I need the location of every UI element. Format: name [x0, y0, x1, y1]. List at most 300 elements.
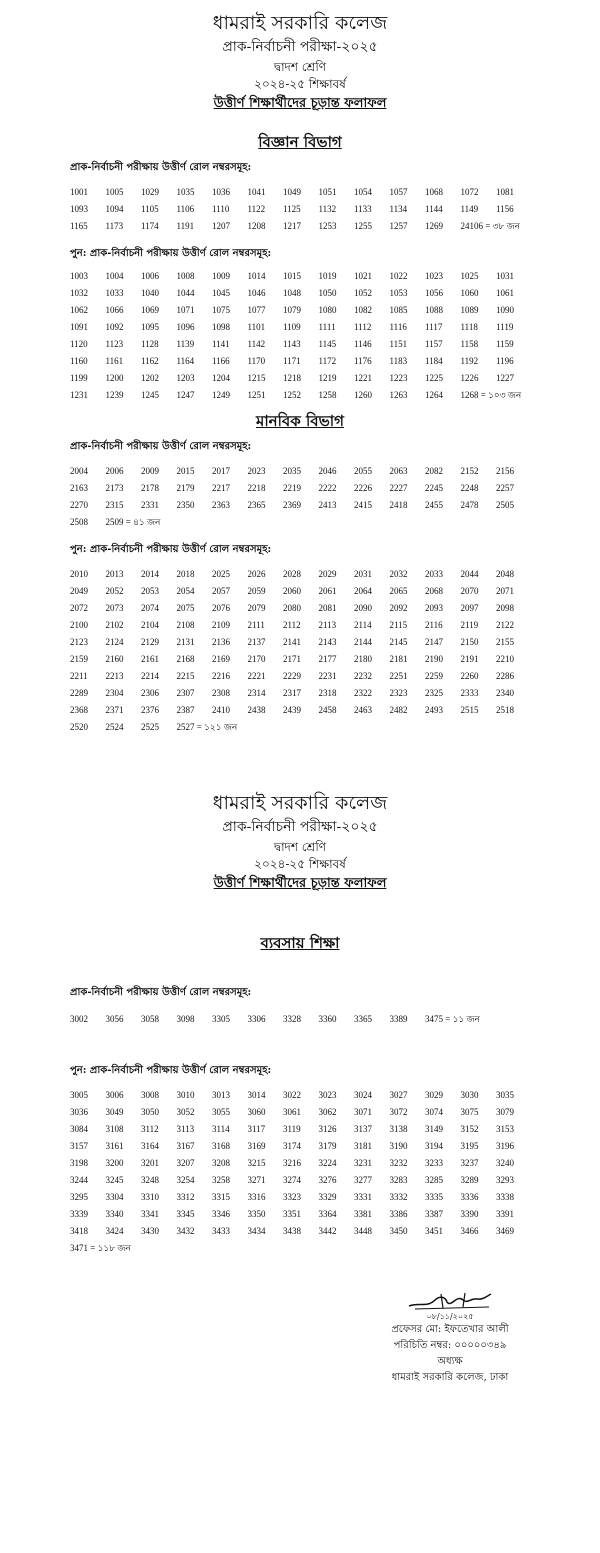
- roll-number: 1166: [212, 356, 230, 366]
- business-pass-table: [70, 1011, 600, 1028]
- roll-number: 2211: [70, 671, 88, 681]
- roll-number: 1071: [176, 305, 195, 315]
- roll-number: 2044: [460, 569, 479, 579]
- roll-number: 1218: [283, 373, 301, 383]
- roll-number: 1001: [70, 187, 88, 197]
- college-address: ধামরাই সরকারি কলেজ, ঢাকা: [391, 1372, 509, 1383]
- roll-number: 1008: [176, 271, 195, 281]
- roll-number: 1263: [389, 390, 408, 400]
- roll-number: 3153: [496, 1124, 514, 1134]
- roll-number: 2210: [496, 654, 514, 664]
- business-re-table: [70, 1087, 600, 1257]
- roll-number: 3075: [460, 1107, 479, 1117]
- roll-number: 2508: [70, 517, 88, 527]
- roll-number: 2333: [460, 688, 479, 698]
- roll-number: 2221: [247, 671, 266, 681]
- roll-number: 1004: [105, 271, 124, 281]
- roll-number: 2217: [212, 483, 230, 493]
- roll-number: 1173: [105, 221, 124, 231]
- roll-number: 1172: [318, 356, 337, 366]
- roll-number: 3208: [212, 1158, 230, 1168]
- roll-number: 2365: [247, 500, 266, 510]
- roll-number: 1249: [212, 390, 230, 400]
- roll-number: 2191: [460, 654, 479, 664]
- roll-number: 2524: [105, 722, 124, 732]
- roll-row: [70, 702, 600, 719]
- roll-number: 2331: [141, 500, 159, 510]
- roll-number: 1199: [70, 373, 88, 383]
- science-section: [0, 135, 600, 150]
- roll-number: 2014: [141, 569, 159, 579]
- roll-number: 2028: [283, 569, 301, 579]
- roll-number: 3027: [389, 1090, 408, 1100]
- roll-number: 3232: [389, 1158, 408, 1168]
- roll-number: 1066: [105, 305, 124, 315]
- roll-number: 2156: [496, 466, 514, 476]
- roll-number: 1106: [176, 204, 195, 214]
- roll-number: 1215: [247, 373, 266, 383]
- roll-number: 2323: [389, 688, 408, 698]
- roll-number: 3167: [176, 1141, 195, 1151]
- roll-number: 3335: [425, 1192, 443, 1202]
- roll-number: 1023: [425, 271, 443, 281]
- roll-number: 1122: [247, 204, 266, 214]
- roll-number: 2270: [70, 500, 88, 510]
- roll-number: 2092: [389, 603, 408, 613]
- roll-number: 2318: [318, 688, 337, 698]
- roll-row: [70, 497, 600, 514]
- roll-number: 2152: [460, 466, 479, 476]
- roll-number: 1128: [141, 339, 159, 349]
- roll-number: 1125: [283, 204, 301, 214]
- roll-number: 3332: [389, 1192, 408, 1202]
- roll-row: [70, 719, 600, 736]
- roll-number: 1203: [176, 373, 195, 383]
- roll-number: 2482: [389, 705, 408, 715]
- roll-number: 1080: [318, 305, 337, 315]
- roll-number: 2081: [318, 603, 337, 613]
- roll-row: [70, 336, 600, 353]
- roll-number: 3387: [425, 1209, 443, 1219]
- roll-number: 2170: [247, 654, 266, 664]
- roll-number: 3231: [354, 1158, 372, 1168]
- roll-number: 2111: [247, 620, 265, 630]
- roll-number: 3466: [460, 1226, 479, 1236]
- roll-number: 3341: [141, 1209, 159, 1219]
- business-title: ব্যবসায় শিক্ষা: [260, 934, 340, 952]
- roll-number: 2439: [283, 705, 301, 715]
- roll-number: 1062: [70, 305, 88, 315]
- roll-total: 3475 = ১১ জন: [425, 1014, 480, 1024]
- roll-number: 1098: [212, 322, 230, 332]
- roll-row: [70, 201, 600, 218]
- humanities-re-label: পুন: প্রাক-নির্বাচনী পরীক্ষায় উত্তীর্ণ রোল নম্বরসমূহ:: [70, 544, 272, 555]
- roll-number: 2113: [318, 620, 337, 630]
- roll-number: 2216: [212, 671, 230, 681]
- roll-number: 3233: [425, 1158, 443, 1168]
- roll-number: 2059: [247, 586, 266, 596]
- roll-number: 2026: [247, 569, 266, 579]
- roll-number: 3010: [176, 1090, 195, 1100]
- roll-number: 1118: [460, 322, 478, 332]
- roll-number: 2145: [389, 637, 408, 647]
- roll-row: [70, 651, 600, 668]
- roll-number: 1221: [354, 373, 372, 383]
- roll-number: 1050: [318, 288, 337, 298]
- roll-number: 3169: [247, 1141, 266, 1151]
- roll-number: 2080: [283, 603, 301, 613]
- roll-number: 2190: [425, 654, 443, 664]
- roll-number: 2064: [354, 586, 372, 596]
- roll-total: 2527 = ১২১ জন: [176, 722, 238, 732]
- roll-number: 2155: [496, 637, 514, 647]
- roll-number: 1260: [354, 390, 372, 400]
- roll-number: 3304: [105, 1192, 124, 1202]
- roll-number: 2163: [70, 483, 88, 493]
- roll-number: 2131: [176, 637, 195, 647]
- roll-number: 2177: [318, 654, 337, 664]
- roll-number: 2147: [425, 637, 443, 647]
- roll-number: 1171: [283, 356, 301, 366]
- roll-number: 1035: [176, 187, 195, 197]
- roll-number: 2071: [496, 586, 514, 596]
- roll-number: 2057: [212, 586, 230, 596]
- roll-number: 1085: [389, 305, 408, 315]
- roll-number: 2122: [496, 620, 514, 630]
- roll-number: 2060: [283, 586, 301, 596]
- roll-number: 2179: [176, 483, 195, 493]
- roll-row: [70, 1189, 600, 1206]
- roll-number: 1044: [176, 288, 195, 298]
- roll-number: 3338: [496, 1192, 514, 1202]
- roll-number: 2171: [283, 654, 301, 664]
- roll-number: 1116: [389, 322, 407, 332]
- roll-number: 2073: [105, 603, 124, 613]
- roll-number: 1072: [460, 187, 479, 197]
- roll-number: 3386: [389, 1209, 408, 1219]
- roll-number: 2035: [283, 466, 301, 476]
- roll-number: 2493: [425, 705, 443, 715]
- roll-number: 3055: [212, 1107, 230, 1117]
- roll-number: 1031: [496, 271, 514, 281]
- roll-number: 3098: [176, 1014, 195, 1024]
- roll-number: 2418: [389, 500, 408, 510]
- roll-row: [70, 353, 600, 370]
- roll-number: 1139: [176, 339, 195, 349]
- roll-total: 3471 = ১১৮ জন: [70, 1243, 131, 1253]
- roll-number: 2093: [425, 603, 443, 613]
- roll-number: 2100: [70, 620, 88, 630]
- roll-number: 3381: [354, 1209, 372, 1219]
- roll-number: 2141: [283, 637, 301, 647]
- roll-number: 1151: [389, 339, 408, 349]
- roll-number: 2068: [425, 586, 443, 596]
- roll-number: 3450: [389, 1226, 408, 1236]
- roll-number: 1117: [425, 322, 443, 332]
- roll-number: 2304: [105, 688, 124, 698]
- roll-number: 3074: [425, 1107, 443, 1117]
- roll-number: 3079: [496, 1107, 514, 1117]
- roll-number: 1191: [176, 221, 195, 231]
- roll-number: 2232: [354, 671, 372, 681]
- roll-number: 3389: [389, 1014, 408, 1024]
- roll-number: 2061: [318, 586, 337, 596]
- roll-number: 3390: [460, 1209, 479, 1219]
- roll-number: 1019: [318, 271, 337, 281]
- roll-number: 2306: [141, 688, 159, 698]
- roll-number: 3430: [141, 1226, 159, 1236]
- roll-number: 2029: [318, 569, 337, 579]
- roll-number: 3117: [247, 1124, 266, 1134]
- roll-number: 3024: [354, 1090, 372, 1100]
- roll-number: 3060: [247, 1107, 266, 1117]
- roll-number: 1200: [105, 373, 124, 383]
- exam-name-2: প্রাক-নির্বাচনী পরীক্ষা-২০২৫: [222, 819, 378, 835]
- roll-row: [70, 218, 600, 235]
- signature-block: [380, 1290, 520, 1386]
- roll-number: 1239: [105, 390, 124, 400]
- roll-number: 3201: [141, 1158, 159, 1168]
- roll-number: 1133: [354, 204, 372, 214]
- roll-number: 1231: [70, 390, 88, 400]
- roll-number: 1057: [389, 187, 408, 197]
- roll-number: 2010: [70, 569, 88, 579]
- roll-number: 3215: [247, 1158, 266, 1168]
- roll-number: 2387: [176, 705, 195, 715]
- principal-name: প্রফেসর মো: ইফতেখার আলী: [391, 1324, 509, 1335]
- result-title: উত্তীর্ণ শিক্ষার্থীদের চূড়ান্ত ফলাফল: [213, 96, 387, 111]
- roll-number: 1145: [318, 339, 337, 349]
- roll-number: 2368: [70, 705, 88, 715]
- principal-id: পরিচিতি নম্বর: ০০০০০৩৪৯: [393, 1340, 507, 1351]
- roll-number: 3254: [176, 1175, 195, 1185]
- roll-number: 3006: [105, 1090, 124, 1100]
- science-re-label: পুন: প্রাক-নির্বাচনী পরীক্ষায় উত্তীর্ণ রোল নম্বরসমূহ:: [70, 248, 272, 259]
- roll-number: 2144: [354, 637, 372, 647]
- roll-number: 2097: [460, 603, 479, 613]
- roll-total: 24106 = ৩৮ জন: [460, 221, 520, 231]
- roll-number: 2438: [247, 705, 266, 715]
- roll-number: 1192: [460, 356, 479, 366]
- roll-number: 2180: [354, 654, 372, 664]
- roll-number: 3316: [247, 1192, 266, 1202]
- roll-number: 2108: [176, 620, 195, 630]
- roll-row: [70, 1121, 600, 1138]
- roll-number: 2025: [212, 569, 230, 579]
- roll-number: 3323: [283, 1192, 301, 1202]
- roll-row: [70, 302, 600, 319]
- roll-number: 3277: [354, 1175, 372, 1185]
- roll-number: 3149: [425, 1124, 443, 1134]
- roll-number: 1134: [389, 204, 408, 214]
- roll-number: 2104: [141, 620, 159, 630]
- roll-number: 1219: [318, 373, 337, 383]
- roll-number: 2455: [425, 500, 443, 510]
- roll-number: 3052: [176, 1107, 195, 1117]
- roll-row: [70, 1104, 600, 1121]
- roll-number: 2307: [176, 688, 195, 698]
- roll-row: [70, 514, 600, 531]
- roll-total: 1268 = ১০৩ জন: [460, 390, 522, 400]
- roll-number: 2082: [425, 466, 443, 476]
- roll-number: 1144: [425, 204, 443, 214]
- roll-number: 3196: [496, 1141, 514, 1151]
- humanities-section: [0, 414, 600, 429]
- roll-number: 2173: [105, 483, 124, 493]
- roll-number: 2520: [70, 722, 88, 732]
- roll-number: 1245: [141, 390, 159, 400]
- roll-number: 2413: [318, 500, 337, 510]
- roll-number: 2015: [176, 466, 195, 476]
- roll-number: 2065: [389, 586, 408, 596]
- roll-number: 1142: [247, 339, 266, 349]
- roll-number: 1092: [105, 322, 124, 332]
- roll-row: [70, 319, 600, 336]
- roll-number: 3346: [212, 1209, 230, 1219]
- roll-number: 1161: [105, 356, 124, 366]
- roll-number: 1196: [496, 356, 514, 366]
- roll-number: 3285: [425, 1175, 443, 1185]
- roll-number: 1061: [496, 288, 514, 298]
- roll-number: 1040: [141, 288, 159, 298]
- roll-number: 2315: [105, 500, 124, 510]
- roll-number: 2245: [425, 483, 443, 493]
- roll-number: 1009: [212, 271, 230, 281]
- roll-number: 1226: [460, 373, 479, 383]
- roll-number: 1174: [141, 221, 159, 231]
- roll-number: 1111: [318, 322, 336, 332]
- roll-number: 1048: [283, 288, 301, 298]
- roll-number: 3469: [496, 1226, 514, 1236]
- roll-number: 3442: [318, 1226, 337, 1236]
- roll-number: 1003: [70, 271, 88, 281]
- roll-number: 1164: [176, 356, 195, 366]
- roll-row: [70, 1087, 600, 1104]
- roll-number: 2257: [496, 483, 514, 493]
- roll-number: 2415: [354, 500, 372, 510]
- roll-number: 2214: [141, 671, 159, 681]
- roll-number: 2119: [460, 620, 479, 630]
- roll-number: 2260: [460, 671, 479, 681]
- roll-number: 1029: [141, 187, 159, 197]
- roll-number: 2114: [354, 620, 372, 630]
- roll-number: 3005: [70, 1090, 88, 1100]
- roll-number: 2048: [496, 569, 514, 579]
- roll-number: 3179: [318, 1141, 337, 1151]
- roll-row: [70, 1206, 600, 1223]
- roll-number: 3432: [176, 1226, 195, 1236]
- roll-number: 1046: [247, 288, 266, 298]
- roll-number: 1123: [105, 339, 124, 349]
- roll-number: 2376: [141, 705, 159, 715]
- result-header: [0, 14, 600, 110]
- business-pass-label: প্রাক-নির্বাচনী পরীক্ষায় উত্তীর্ণ রোল নম্বরসমূহ:: [70, 987, 252, 998]
- roll-number: 2219: [283, 483, 301, 493]
- roll-number: 2213: [105, 671, 124, 681]
- roll-number: 3056: [105, 1014, 124, 1024]
- roll-number: 2023: [247, 466, 266, 476]
- roll-number: 1022: [389, 271, 408, 281]
- roll-number: 1060: [460, 288, 479, 298]
- roll-number: 2124: [105, 637, 124, 647]
- roll-number: 2478: [460, 500, 479, 510]
- roll-number: 1162: [141, 356, 159, 366]
- roll-number: 2102: [105, 620, 124, 630]
- roll-number: 1054: [354, 187, 372, 197]
- roll-number: 1143: [283, 339, 301, 349]
- roll-number: 1041: [247, 187, 266, 197]
- roll-number: 3023: [318, 1090, 337, 1100]
- roll-number: 3062: [318, 1107, 337, 1117]
- roll-number: 3434: [247, 1226, 266, 1236]
- roll-number: 3433: [212, 1226, 230, 1236]
- roll-number: 2322: [354, 688, 372, 698]
- roll-number: 2076: [212, 603, 230, 613]
- roll-number: 3360: [318, 1014, 337, 1024]
- roll-number: 1069: [141, 305, 159, 315]
- roll-number: 3072: [389, 1107, 408, 1117]
- roll-number: 2286: [496, 671, 514, 681]
- roll-number: 2112: [283, 620, 301, 630]
- roll-number: 3022: [283, 1090, 301, 1100]
- roll-number: 3339: [70, 1209, 88, 1219]
- roll-number: 3283: [389, 1175, 408, 1185]
- roll-number: 2314: [247, 688, 266, 698]
- exam-name: প্রাক-নির্বাচনী পরীক্ষা-২০২৫: [222, 39, 378, 55]
- roll-number: 2143: [318, 637, 337, 647]
- signature-scribble-icon: [405, 1290, 495, 1312]
- roll-number: 3448: [354, 1226, 372, 1236]
- roll-number: 1036: [212, 187, 230, 197]
- roll-number: 2074: [141, 603, 159, 613]
- roll-number: 3306: [247, 1014, 266, 1024]
- session-year: ২০২৪-২৫ শিক্ষাবর্ষ: [254, 77, 346, 91]
- business-re-label: পুন: প্রাক-নির্বাচনী পরীক্ষায় উত্তীর্ণ রোল নম্বরসমূহ:: [70, 1065, 272, 1076]
- roll-number: 3084: [70, 1124, 88, 1134]
- roll-number: 2317: [283, 688, 301, 698]
- roll-number: 1264: [425, 390, 443, 400]
- roll-number: 3071: [354, 1107, 372, 1117]
- roll-number: 1217: [283, 221, 301, 231]
- roll-row: [70, 480, 600, 497]
- roll-number: 3114: [212, 1124, 230, 1134]
- roll-number: 3312: [176, 1192, 195, 1202]
- roll-row: [70, 268, 600, 285]
- roll-number: 2090: [354, 603, 372, 613]
- roll-number: 1258: [318, 390, 337, 400]
- roll-number: 3138: [389, 1124, 408, 1134]
- roll-number: 1014: [247, 271, 266, 281]
- roll-number: 3036: [70, 1107, 88, 1117]
- roll-number: 1160: [70, 356, 88, 366]
- roll-row: [70, 285, 600, 302]
- roll-number: 2009: [141, 466, 159, 476]
- roll-number: 2289: [70, 688, 88, 698]
- roll-number: 2049: [70, 586, 88, 596]
- roll-number: 2013: [105, 569, 124, 579]
- roll-number: 1109: [283, 322, 301, 332]
- roll-number: 1119: [496, 322, 514, 332]
- roll-number: 2075: [176, 603, 195, 613]
- roll-number: 1081: [496, 187, 514, 197]
- roll-number: 1252: [283, 390, 301, 400]
- roll-number: 1093: [70, 204, 88, 214]
- roll-number: 1045: [212, 288, 230, 298]
- roll-number: 2410: [212, 705, 230, 715]
- page-two: [0, 794, 600, 890]
- roll-number: 1257: [389, 221, 408, 231]
- roll-number: 2178: [141, 483, 159, 493]
